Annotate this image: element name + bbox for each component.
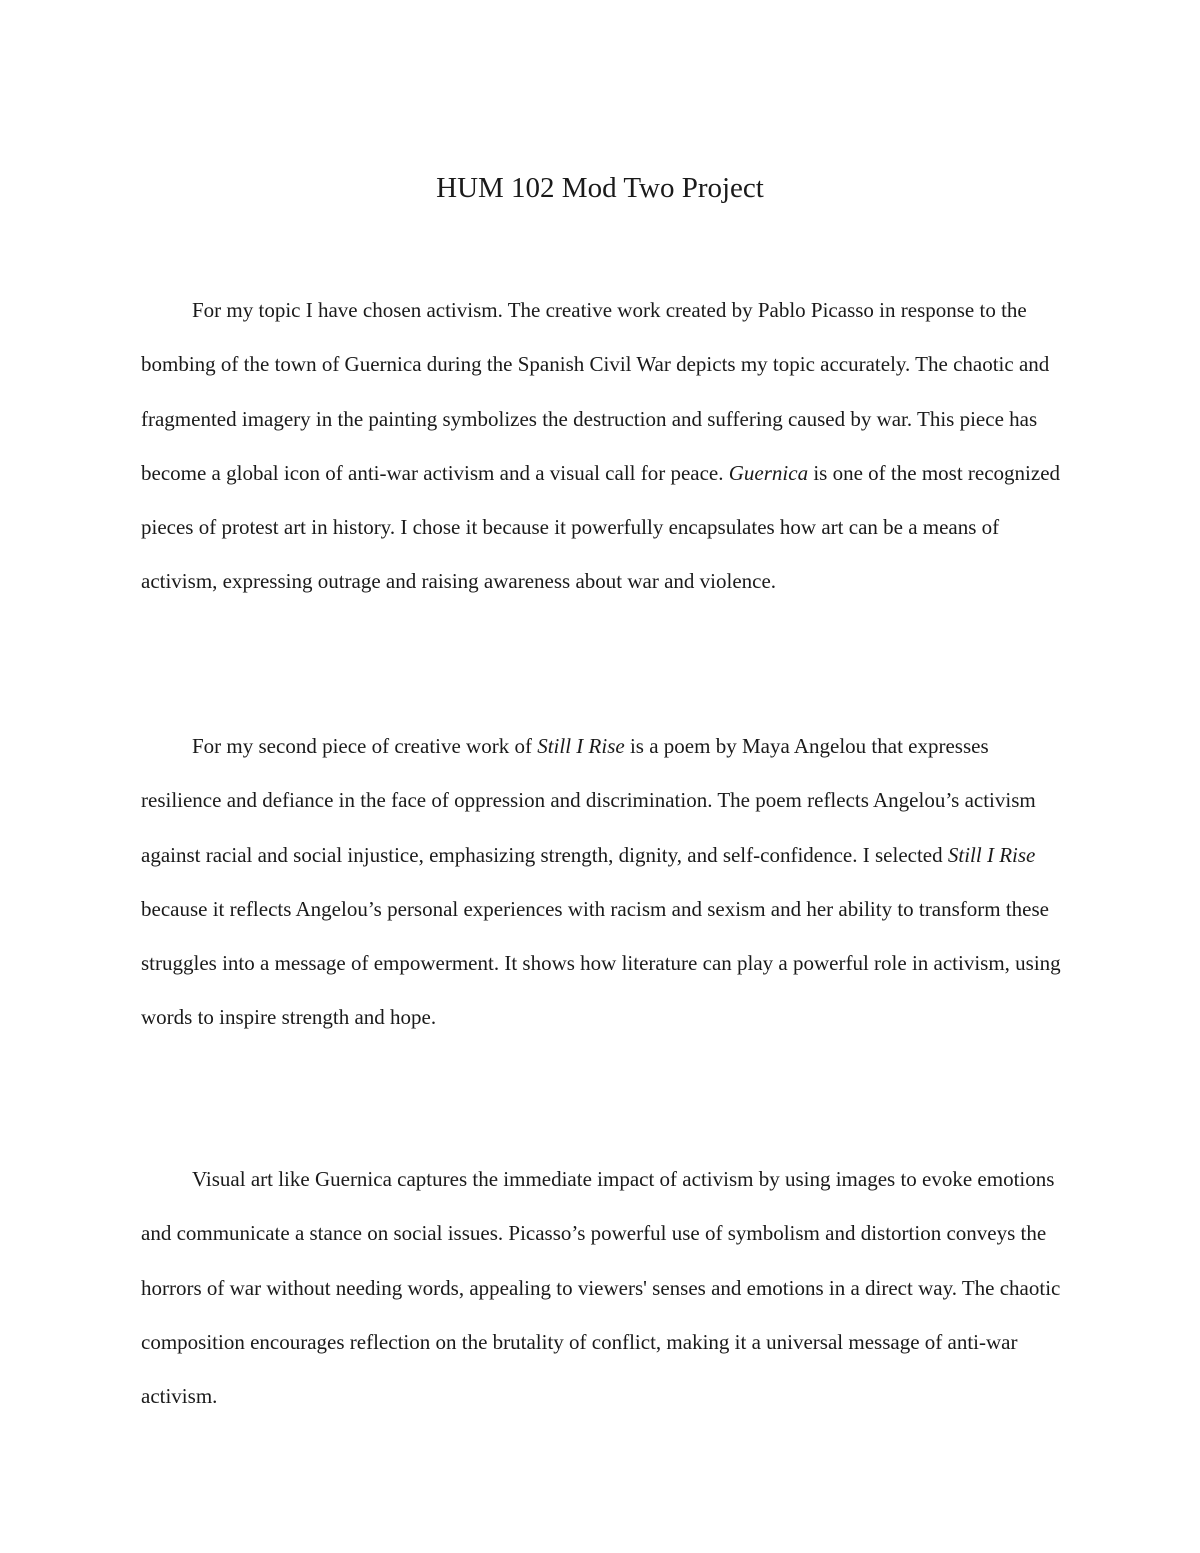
document-title: HUM 102 Mod Two Project [436, 172, 764, 204]
paragraph-activism-guernica [141, 283, 1071, 609]
paragraph-text: For my second piece of creative work of [192, 734, 538, 758]
italic-title-still-i-rise: Still I Rise [537, 734, 625, 758]
paragraph-text: For my topic I have chosen activism. The creative work created by Pablo Picasso in response to the bombing of the town of Guernica during the Spanish Civil War depicts my topic accurately. The chaotic and fragmented imagery in the painting symbolizes the destruction and suffering caused by war. This piece has become a global icon of anti-war activism and a visual call for peace. [141, 298, 1050, 485]
italic-title-guernica: Guernica [728, 460, 809, 485]
paragraph-text: Visual art like Guernica captures the immediate impact of activism by using images to evoke emotions and communicate a stance on social issues. Picasso’s powerful use of symbolism and distortion conveys the horrors of war without needing words, appealing to viewers' senses and emotions in a direct way. The chaotic composition encourages reflection on the brutality of conflict, making it a universal message of anti-war activism. [141, 1167, 1061, 1409]
paragraph-text: is one of the most recognized pieces of protest art in history. I chose it because it powerfully encapsulates how art can be a means of activism, expressing outrage and raising awareness about war and violence. [141, 460, 1061, 594]
paragraph-text: because it reflects Angelou’s personal experiences with racism and sexism and her ability to transform these struggles into a message of empowerment. It shows how literature can play a powerful role in activism, using words to inspire strength and hope. [141, 896, 1061, 1030]
paragraph-text: is a poem by Maya Angelou that expresses resilience and defiance in the face of oppression and discrimination. The poem reflects Angelou’s activism against racial and social injustice, emphasizing strength, dignity, and self-confidence. I selected [141, 734, 1036, 867]
italic-title-still-i-rise: Still I Rise [947, 842, 1036, 867]
paragraph-still-i-rise [141, 719, 1071, 1045]
paragraph-visual-art [141, 1152, 1071, 1423]
